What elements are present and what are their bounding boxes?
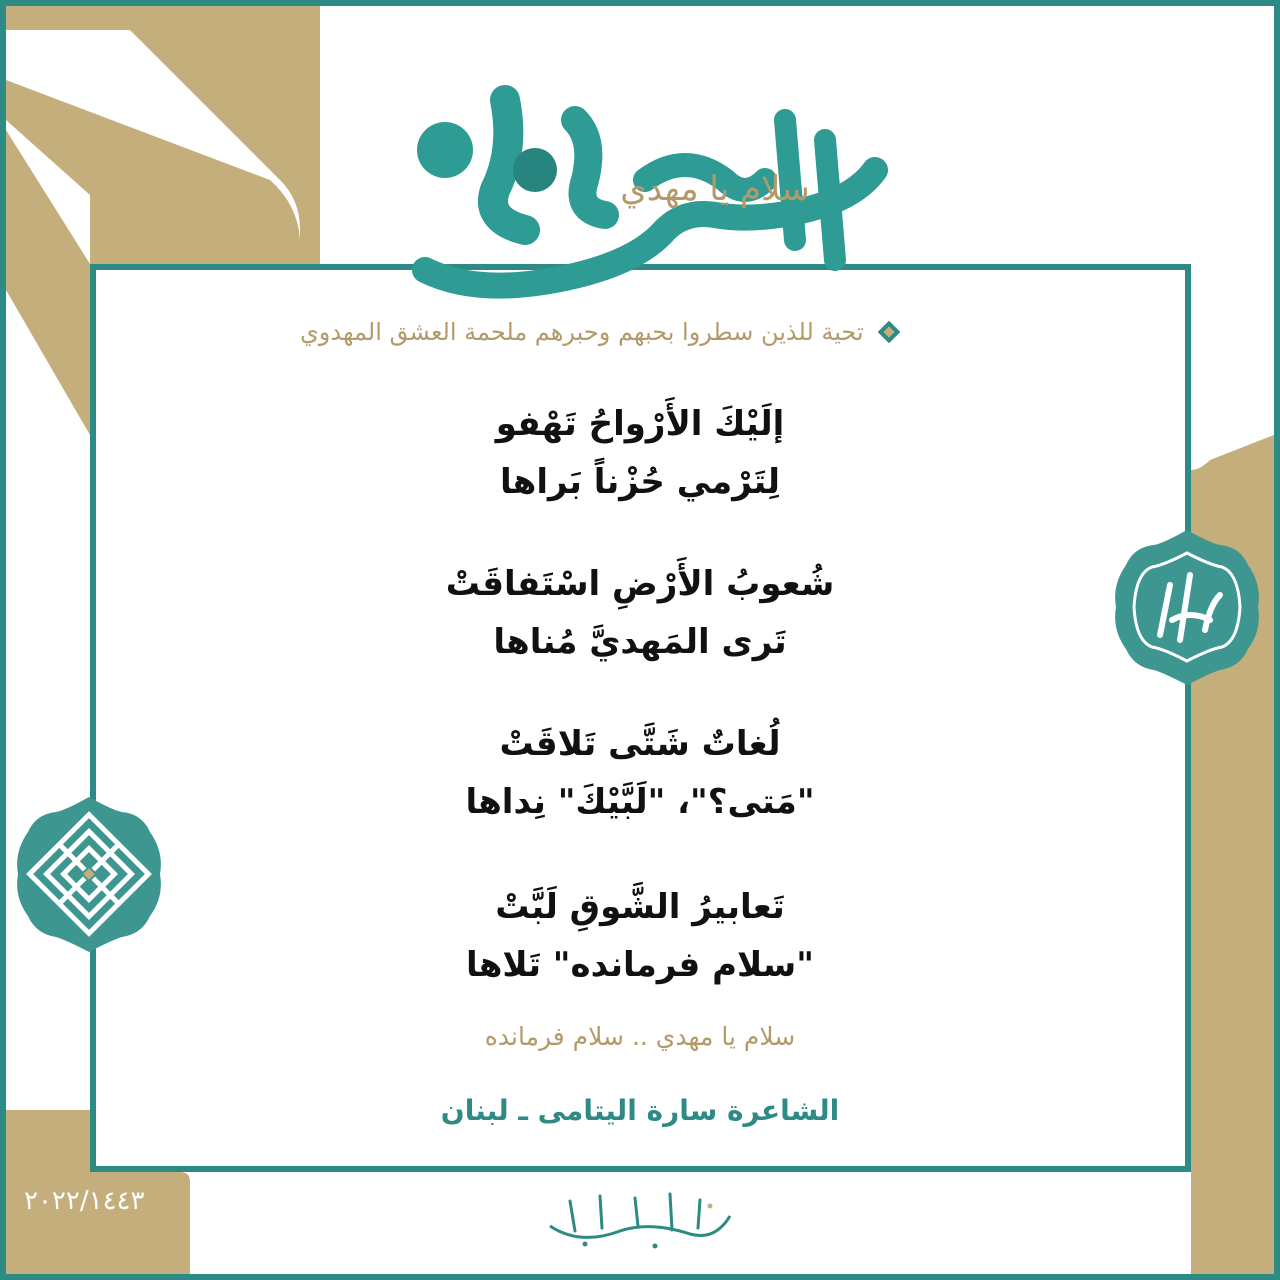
stanza-4 (300, 878, 980, 994)
verse-line: إلَيْكَ الأَرْواحُ تَهْفو (495, 404, 785, 444)
stanza-1 (300, 395, 980, 511)
title-calligraphy-art (385, 60, 905, 300)
refrain-text: سلام يا مهدي .. سلام فرمانده (484, 1022, 796, 1051)
verse-line: "سلام فرمانده" تَلاها (466, 945, 814, 985)
year-label: ٢٠٢٢/١٤٤٣ (24, 1186, 145, 1216)
poet-credit: الشاعرة سارة اليتامى ـ لبنان (440, 1094, 840, 1127)
calligraphy-medallion-icon (1110, 525, 1265, 690)
verse-line: "مَتى؟"، "لَبَّيْكَ" نِداها (465, 782, 815, 822)
stanza-3 (300, 715, 980, 831)
subtitle-row (300, 310, 940, 354)
secondary-title: سلام يا مهدي (620, 169, 810, 209)
verse-line: تَعابيرُ الشَّوقِ لَبَّتْ (495, 887, 785, 927)
organization-signature-logo (540, 1186, 740, 1256)
diamond-bullet-icon (878, 321, 900, 343)
subtitle-text: تحية للذين سطروا بحبهم وحبرهم ملحمة العشق المهدوي (300, 318, 864, 346)
verse-line: تَرى المَهديَّ مُناها (493, 622, 787, 662)
verse-line: لِتَرْمي حُزْناً بَراها (499, 462, 781, 502)
verse-line: لُغاتٌ شَتَّى تَلاقَتْ (499, 724, 781, 764)
kufic-medallion-icon (12, 792, 167, 957)
stanza-2 (300, 555, 980, 671)
verse-line: شُعوبُ الأَرْضِ اسْتَفاقَتْ (445, 564, 835, 604)
